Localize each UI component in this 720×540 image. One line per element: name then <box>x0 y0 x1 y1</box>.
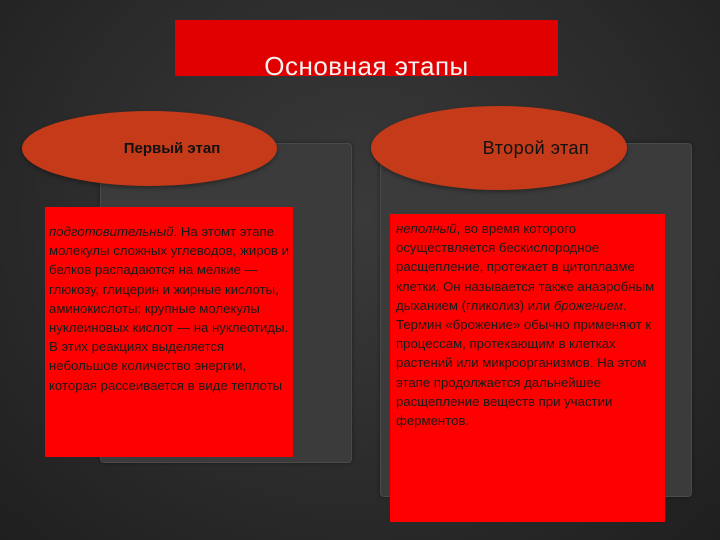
stage2-heading: Второй этап <box>482 138 590 158</box>
stage1-heading: Первый этап <box>123 140 221 157</box>
page-title: Основная этапы <box>264 51 469 81</box>
stage1-text: . На этомт этапе молекулы сложных углеводов, жиров и белков распадаются на мелкие — глюкозу, глицерин и жирные кислоты, аминокислоты; крупные молекулы нуклеиновых кислот — на нуклеотиды. В этих реакциях выделяется небольшое количество энергии, которая рассеивается в виде теплоты <box>49 224 289 393</box>
stage2-text-part1: , во время которого осуществляется бескислородное расщепление, протекает в цитоплазме клетки. Он называется также анаэробным дыханием (гликолиз) или <box>396 221 655 313</box>
stage2-description <box>390 214 665 522</box>
stage1-description <box>45 207 293 457</box>
stage1-term: подготовительный <box>49 224 174 239</box>
stage2-term-fermentation: брожением <box>553 297 623 313</box>
stage2-text-part2: . Термин «брожение» обычно применяют к процессам, протекающим в клетках растений или микроорганизмов. На этом этапе продолжается дальнейшее расщепление веществ при участии ферментов. <box>396 297 652 429</box>
stage2-term: неполный <box>396 221 457 236</box>
